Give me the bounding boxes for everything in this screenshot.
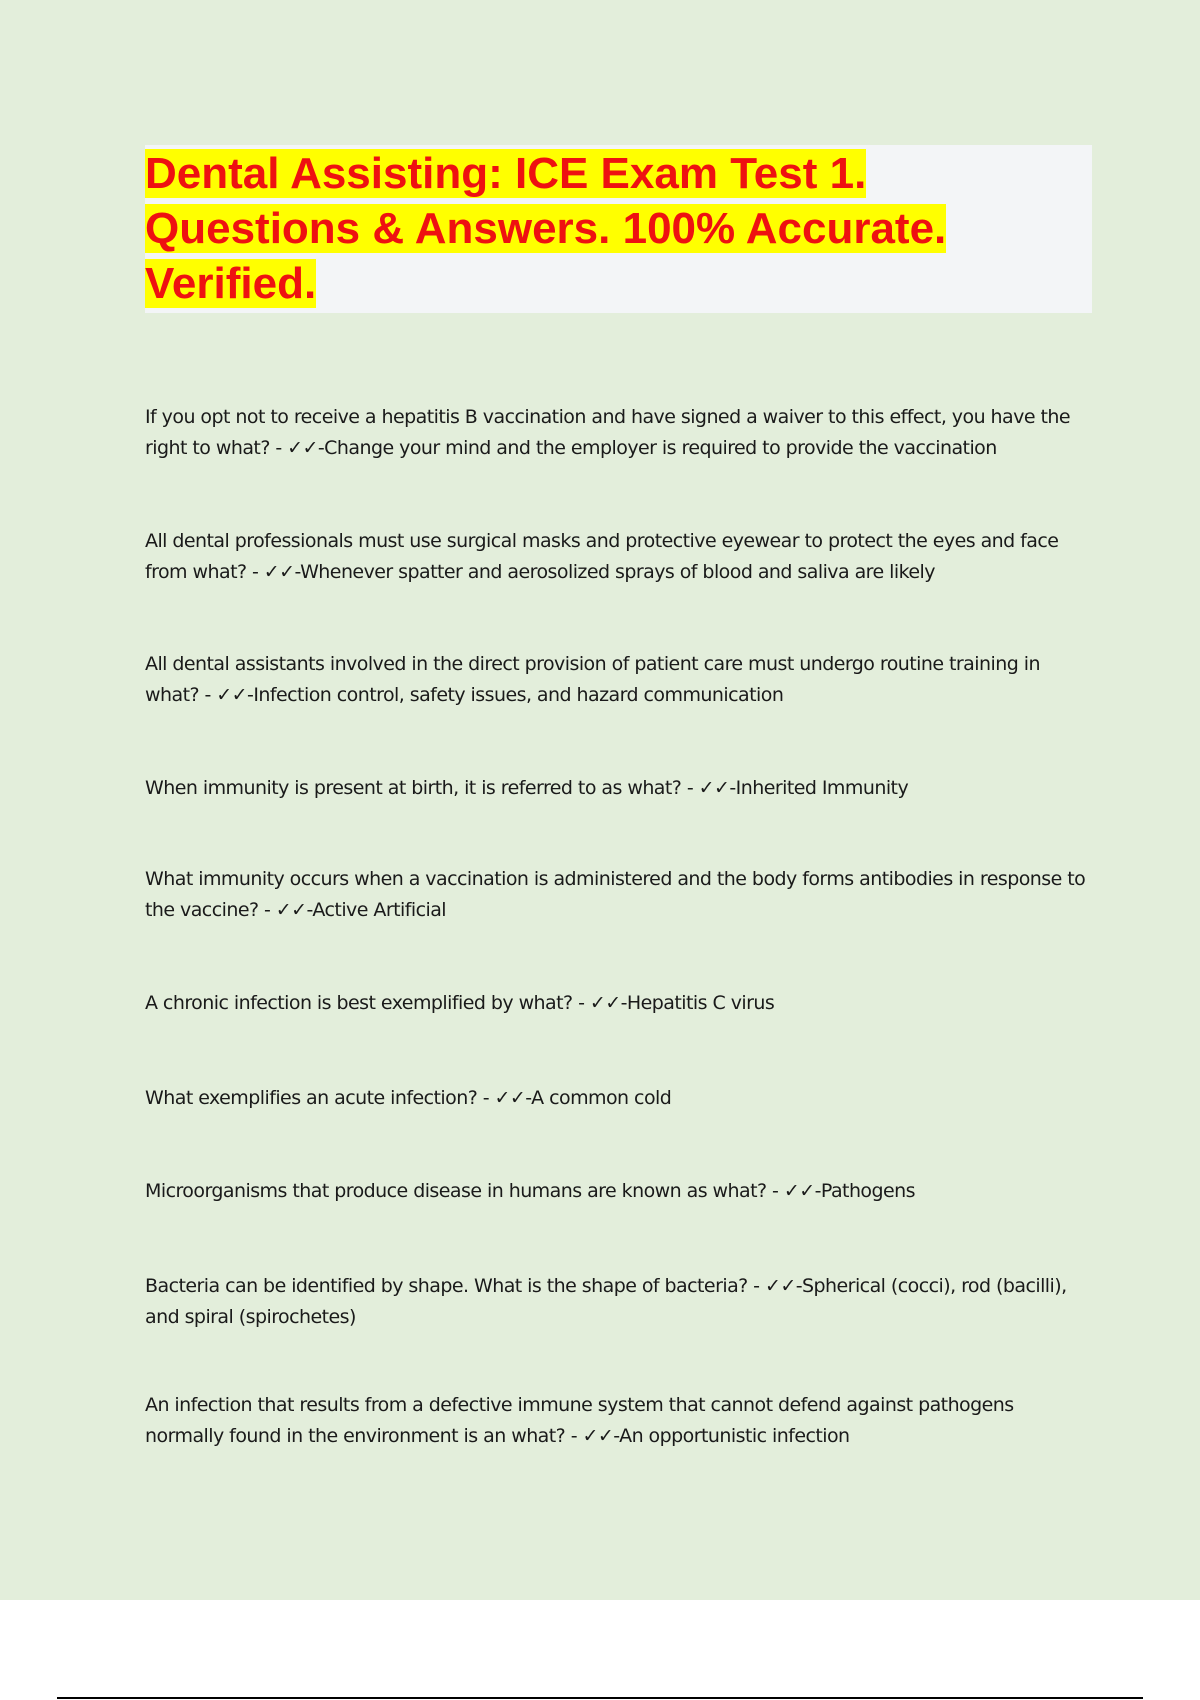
document-title — [145, 146, 1085, 311]
qa-item-2: All dental professionals must use surgical masks and protective eyewear to protect the eyes and face from what? - ✓✓-Whenever spatter and aerosolized sprays of blood and saliva are likely — [145, 530, 1059, 583]
qa-item-6: A chronic infection is best exemplified by what? - ✓✓-Hepatitis C virus — [145, 992, 775, 1014]
qa-item-5: What immunity occurs when a vaccination is administered and the body forms antibodies in response to the vaccine? - ✓✓-Active Artificial — [145, 868, 1086, 921]
qa-item-8: Microorganisms that produce disease in humans are known as what? - ✓✓-Pathogens — [145, 1180, 915, 1202]
qa-item-9: Bacteria can be identified by shape. What is the shape of bacteria? - ✓✓-Spherical (cocci), rod (bacilli), and spiral (spirochetes) — [145, 1275, 1067, 1328]
qa-item-3: All dental assistants involved in the direct provision of patient care must undergo routine training in what? - ✓✓-Infection control, safety issues, and hazard communication — [145, 653, 1040, 706]
title-highlight: Dental Assisting: ICE Exam Test 1. Questions & Answers. 100% Accurate. Verified. — [145, 149, 947, 308]
qa-item-7: What exemplifies an acute infection? - ✓✓-A common cold — [145, 1087, 672, 1109]
footer-divider — [57, 1697, 1143, 1699]
qa-item-10: An infection that results from a defective immune system that cannot defend against pathogens normally found in the environment is an what? - ✓✓-An opportunistic infection — [145, 1394, 1014, 1447]
qa-item-1: If you opt not to receive a hepatitis B vaccination and have signed a waiver to this effect, you have the right to what? - ✓✓-Change your mind and the employer is required to provide the vaccination — [145, 406, 1071, 459]
qa-item-4: When immunity is present at birth, it is referred to as what? - ✓✓-Inherited Immunity — [145, 777, 909, 799]
